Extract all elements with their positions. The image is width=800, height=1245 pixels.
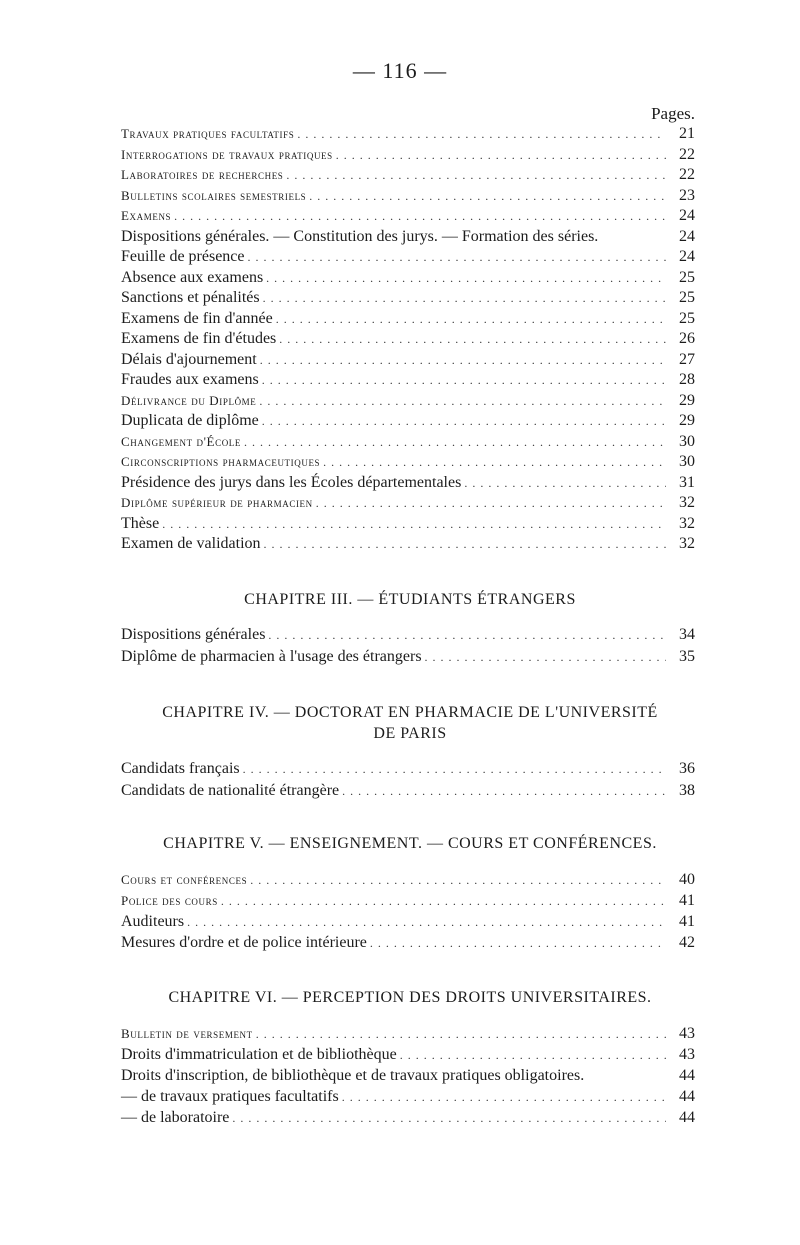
dot-leader (342, 781, 666, 801)
toc-entry-title: Mesures d'ordre et de police intérieure (121, 934, 367, 951)
toc-entry (121, 309, 695, 329)
toc-entry-title: Dispositions générales. — Constitution des jurys. — Formation des séries. (121, 228, 599, 245)
pages-column-header: Pages. (651, 104, 695, 123)
toc-entry-title: Travaux pratiques facultatifs (121, 126, 295, 141)
toc-entry (121, 514, 695, 534)
toc-entry (121, 1066, 695, 1086)
toc-entry-page: 21 (679, 125, 695, 142)
toc-entry (121, 534, 695, 554)
toc-entry-title: Dispositions générales (121, 626, 266, 643)
toc-entry-title: Absence aux examens (121, 269, 264, 286)
dot-leader (232, 1108, 666, 1128)
toc-entry (121, 370, 695, 390)
chapter-4-title-line2: DE PARIS (373, 725, 447, 742)
toc-entry-page: 25 (679, 310, 695, 327)
toc-entry (121, 411, 695, 431)
toc-entry (121, 247, 695, 267)
dot-leader (464, 473, 666, 493)
toc-entry (121, 452, 695, 472)
toc-entry (121, 391, 695, 411)
dot-leader (316, 493, 666, 513)
toc-entry-page: 41 (679, 913, 695, 930)
dot-leader (174, 206, 666, 226)
toc-entry (121, 759, 695, 779)
toc-entry-page: 35 (679, 648, 695, 665)
dot-leader (266, 268, 666, 288)
toc-entry (121, 186, 695, 206)
dot-leader (309, 186, 666, 206)
toc-entry-page: 34 (679, 626, 695, 643)
toc-entry-page: 38 (679, 782, 695, 799)
toc-entry (121, 933, 695, 953)
chapter-6-title: CHAPITRE VI. — PERCEPTION DES DROITS UNIVERSITAIRES. (168, 989, 652, 1006)
toc-entry (121, 165, 695, 185)
toc-entry (121, 647, 695, 667)
chapter-3-title: CHAPITRE III. — ÉTUDIANTS ÉTRANGERS (244, 591, 576, 608)
toc-entry-title: — de laboratoire (121, 1109, 230, 1126)
toc-entry-title: Délais d'ajournement (121, 351, 257, 368)
toc-entry-page: 30 (679, 433, 695, 450)
dot-leader (256, 1024, 666, 1044)
toc-entry-page: 29 (679, 392, 695, 409)
toc-entry (121, 781, 695, 801)
dot-leader (425, 647, 666, 667)
page-number: — 116 — (352, 58, 448, 83)
toc-entry-page: 44 (679, 1088, 695, 1105)
toc-entry-page: 32 (679, 515, 695, 532)
dot-leader (248, 247, 667, 267)
toc-entry (121, 350, 695, 370)
toc-entry-title: Fraudes aux examens (121, 371, 259, 388)
dot-leader (370, 933, 666, 953)
dot-leader (244, 432, 666, 452)
toc-entry (121, 206, 695, 226)
toc-entry-title: Auditeurs (121, 913, 185, 930)
toc-entry-page: 44 (679, 1067, 695, 1084)
toc-entry (121, 227, 695, 247)
toc-entry-title: Duplicata de diplôme (121, 412, 259, 429)
dot-leader (243, 759, 666, 779)
toc-entry-title: Candidats français (121, 760, 240, 777)
toc-entry-page: 43 (679, 1046, 695, 1063)
toc-entry-title: Thèse (121, 515, 160, 532)
toc-entry-title: Examens de fin d'études (121, 330, 277, 347)
toc-entry (121, 1087, 695, 1107)
toc-entry-title: Candidats de nationalité étrangère (121, 782, 340, 799)
toc-entry-title: Examen de validation (121, 535, 261, 552)
toc-entry (121, 268, 695, 288)
dot-leader (187, 912, 666, 932)
toc-entry (121, 1024, 695, 1044)
toc-entry-page: 27 (679, 351, 695, 368)
toc-entry-title: Feuille de présence (121, 248, 245, 265)
toc-entry-page: 22 (679, 166, 695, 183)
toc-entry-title: Examens de fin d'année (121, 310, 273, 327)
toc-entry-page: 30 (679, 453, 695, 470)
toc-entry (121, 288, 695, 308)
toc-entry (121, 625, 695, 645)
dot-leader (262, 370, 666, 390)
dot-leader (286, 165, 666, 185)
toc-entry (121, 124, 695, 144)
toc-entry (121, 329, 695, 349)
toc-entry (121, 493, 695, 513)
toc-entry (121, 473, 695, 493)
dot-leader (264, 534, 666, 554)
toc-entry-page: 26 (679, 330, 695, 347)
toc-entry-page: 22 (679, 146, 695, 163)
toc-entry-title: Interrogations de travaux pratiques (121, 147, 333, 162)
chapter-4-title: CHAPITRE IV. — DOCTORAT EN PHARMACIE DE L'UNIVERSITÉ (162, 704, 658, 721)
dot-leader (221, 891, 666, 911)
toc-entry-page: 36 (679, 760, 695, 777)
toc-entry (121, 912, 695, 932)
toc-entry-title: Sanctions et pénalités (121, 289, 260, 306)
toc-entry-page: 28 (679, 371, 695, 388)
toc-entry-title: Bulletin de versement (121, 1026, 253, 1041)
dot-leader (342, 1087, 666, 1107)
toc-entry-page: 25 (679, 289, 695, 306)
toc-entry-title: Police des cours (121, 893, 218, 908)
toc-entry (121, 1045, 695, 1065)
toc-entry-page: 32 (679, 535, 695, 552)
toc-entry-page: 43 (679, 1025, 695, 1042)
dot-leader (400, 1045, 666, 1065)
toc-entry-title: Délivrance du Diplôme (121, 393, 257, 408)
toc-entry-title: — de travaux pratiques facultatifs (121, 1088, 339, 1105)
chapter-5-title: CHAPITRE V. — ENSEIGNEMENT. — COURS ET CONFÉRENCES. (163, 835, 657, 852)
toc-entry-title: Droits d'immatriculation et de bibliothèque (121, 1046, 397, 1063)
dot-leader (250, 870, 666, 890)
toc-entry-title: Présidence des jurys dans les Écoles départementales (121, 474, 462, 491)
toc-entry (121, 891, 695, 911)
toc-entry (121, 870, 695, 890)
dot-leader (297, 124, 666, 144)
toc-entry-page: 42 (679, 934, 695, 951)
dot-leader (260, 350, 666, 370)
dot-leader (268, 625, 666, 645)
toc-entry-title: Droits d'inscription, de bibliothèque et de travaux pratiques obligatoires. (121, 1067, 585, 1084)
toc-entry-page: 24 (679, 228, 695, 245)
toc-entry (121, 432, 695, 452)
toc-entry (121, 145, 695, 165)
toc-entry-title: Bulletins scolaires semestriels (121, 188, 307, 203)
dot-leader (263, 288, 666, 308)
toc-entry-title: Examens (121, 208, 172, 223)
toc-entry-title: Diplôme supérieur de pharmacien (121, 495, 313, 510)
toc-entry-title: Circonscriptions pharmaceutiques (121, 454, 321, 469)
toc-entry-page: 31 (679, 474, 695, 491)
toc-entry-page: 44 (679, 1109, 695, 1126)
toc-entry (121, 1108, 695, 1128)
toc-entry-page: 24 (679, 207, 695, 224)
toc-entry-page: 25 (679, 269, 695, 286)
toc-entry-page: 40 (679, 871, 695, 888)
dot-leader (262, 411, 666, 431)
toc-entry-title: Changement d'École (121, 434, 241, 449)
toc-entry-page: 29 (679, 412, 695, 429)
dot-leader (279, 329, 666, 349)
dot-leader (276, 309, 666, 329)
dot-leader (162, 514, 666, 534)
toc-entry-title: Cours et conférences (121, 872, 248, 887)
dot-leader (336, 145, 666, 165)
toc-entry-title: Diplôme de pharmacien à l'usage des étrangers (121, 648, 422, 665)
dot-leader (259, 391, 666, 411)
toc-entry-page: 24 (679, 248, 695, 265)
dot-leader (323, 452, 666, 472)
toc-entry-page: 41 (679, 892, 695, 909)
toc-entry-page: 32 (679, 494, 695, 511)
toc-entry-title: Laboratoires de recherches (121, 167, 284, 182)
toc-entry-page: 23 (679, 187, 695, 204)
